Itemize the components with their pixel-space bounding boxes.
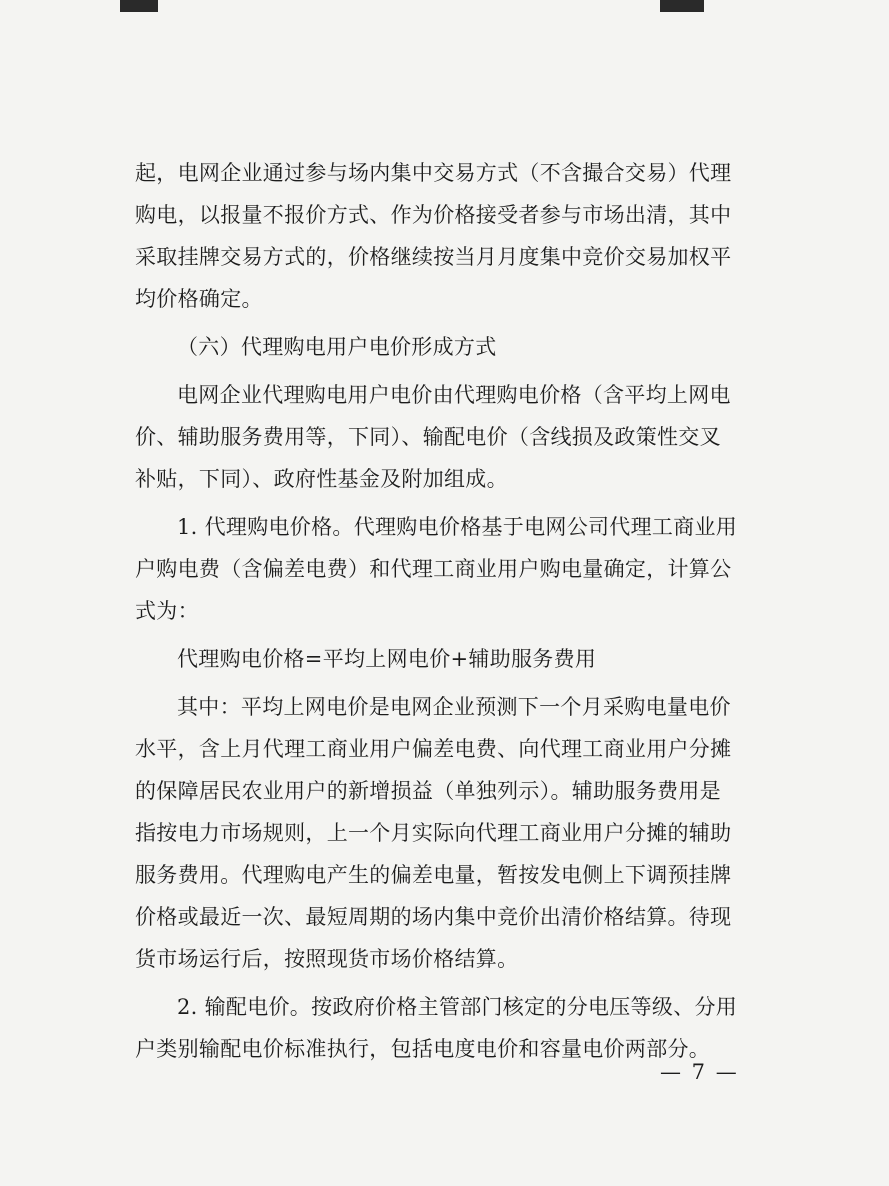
text-line: 价格或最近一次、最短周期的场内集中竞价出清价格结算。待现: [135, 905, 732, 929]
text-line: 起，电网企业通过参与场内集中交易方式（不含撮合交易）代理: [135, 161, 732, 185]
text-line: 电网企业代理购电用户电价由代理购电价格（含平均上网电: [177, 383, 731, 407]
section-heading: （六）代理购电用户电价形成方式: [177, 335, 497, 359]
text-line: 2. 输配电价。按政府价格主管部门核定的分电压等级、分用: [177, 995, 738, 1019]
scan-edge-mark-right: [660, 0, 704, 12]
document-body: [135, 152, 760, 1070]
text-line: 式为：: [135, 599, 199, 623]
formula: [135, 638, 760, 680]
text-line: 户购电费（含偏差电费）和代理工商业用户购电量确定，计算公: [135, 557, 732, 581]
paragraph-continuation: [135, 152, 760, 320]
section-heading-6: [135, 326, 760, 368]
paragraph-composition: [135, 374, 760, 500]
text-line: 指按电力市场规则，上一个月实际向代理工商业用户分摊的辅助: [135, 821, 732, 845]
text-line: 均价格确定。: [135, 287, 263, 311]
text-line: 的保障居民农业用户的新增损益（单独列示）。辅助服务费用是: [135, 779, 721, 803]
text-line: 其中：平均上网电价是电网企业预测下一个月采购电量电价: [177, 695, 731, 719]
paragraph-item-2: [135, 986, 760, 1070]
text-line: 货市场运行后，按照现货市场价格结算。: [135, 947, 519, 971]
page-number: — 7 —: [660, 1060, 739, 1084]
text-line: 水平，含上月代理工商业用户偏差电费、向代理工商业用户分摊: [135, 737, 732, 761]
text-line: 服务费用。代理购电产生的偏差电量，暂按发电侧上下调预挂牌: [135, 863, 732, 887]
text-line: 采取挂牌交易方式的，价格继续按当月月度集中竞价交易加权平: [135, 245, 732, 269]
text-line: 价、辅助服务费用等，下同）、输配电价（含线损及政策性交叉: [135, 425, 721, 449]
formula-line: 代理购电价格=平均上网电价+辅助服务费用: [177, 647, 597, 671]
text-line: 补贴，下同）、政府性基金及附加组成。: [135, 467, 508, 491]
scan-edge-mark-left: [120, 0, 158, 12]
text-line: 户类别输配电价标准执行，包括电度电价和容量电价两部分。: [135, 1037, 711, 1061]
paragraph-explanation: [135, 686, 760, 980]
paragraph-item-1: [135, 506, 760, 632]
text-line: 购电，以报量不报价方式、作为价格接受者参与市场出清，其中: [135, 203, 732, 227]
text-line: 1. 代理购电价格。代理购电价格基于电网公司代理工商业用: [177, 515, 738, 539]
